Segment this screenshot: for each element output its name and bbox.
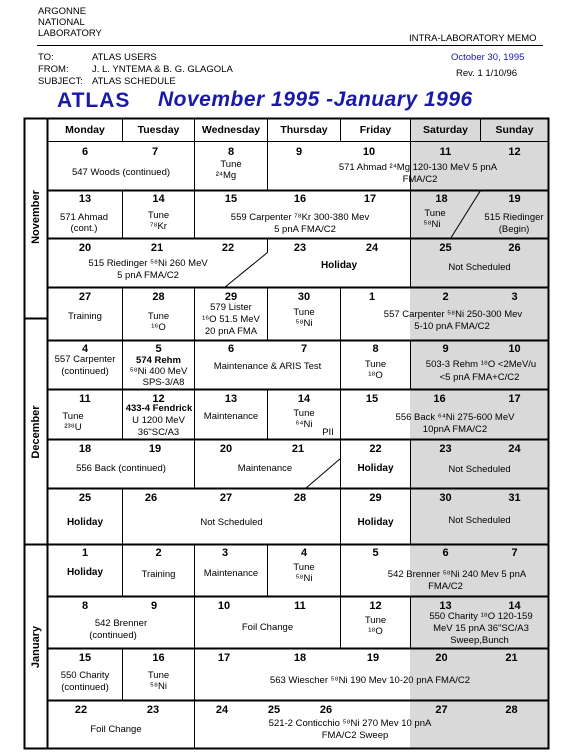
day-dec-17: 17: [508, 393, 521, 405]
day-nov-29: 29: [224, 291, 238, 303]
day-jan-21: 21: [505, 652, 518, 664]
subject-value: ATLAS SCHEDULE: [92, 76, 176, 87]
event-tune-ni58-jan16-a: Tune: [147, 670, 170, 681]
day-jan-27: 27: [435, 704, 448, 716]
event-maintenance-aris: Maintenance & ARIS Test: [213, 361, 322, 372]
event-tune-o16-b: ¹⁶O: [151, 322, 166, 333]
event-conticchio-b: FMA/C2 Sweep: [321, 730, 389, 741]
event-training-jan: Training: [141, 569, 176, 580]
day-dec-25: 25: [78, 492, 92, 504]
event-tune-o18-jan-b: ¹⁸O: [368, 626, 383, 637]
event-rehm-a: 574 Rehm: [136, 355, 181, 366]
day-dec-21: 21: [291, 443, 305, 455]
day-nov-16: 16: [293, 193, 307, 205]
event-not-scheduled-dec26: Not Scheduled: [200, 517, 263, 528]
event-rehm-503-a: 503-3 Rehm ¹⁸O <2MeV/u: [425, 359, 537, 370]
event-rehm-503-b: <5 pnA FMA+C/C2: [439, 372, 520, 383]
event-rehm-b: ⁵⁸Ni 400 MeV: [129, 366, 188, 377]
event-tune-ni58-jan16-b: ⁵⁸Ni: [150, 681, 167, 692]
day-nov-23: 23: [293, 242, 307, 254]
from-value: J. L. YNTEMA & B. G. GLAGOLA: [92, 64, 233, 75]
day-dec-9: 9: [442, 343, 449, 355]
event-foil-change-jan22: Foil Change: [90, 724, 142, 735]
event-holiday-thanksgiving: Holiday: [320, 260, 358, 271]
day-nov-11: 11: [439, 146, 452, 158]
event-tune-ni58-a: Tune: [293, 307, 315, 318]
day-jan-12: 12: [369, 600, 382, 612]
event-tune-o18-jan-a: Tune: [364, 615, 387, 626]
day-jan-19: 19: [366, 652, 380, 664]
day-nov-20: 20: [78, 242, 92, 254]
event-not-scheduled-dec30: Not Scheduled: [448, 515, 511, 526]
day-jan-6: 6: [442, 547, 449, 559]
event-tune-o18-a: Tune: [364, 359, 387, 370]
event-carpenter-cont-b: (continued): [61, 366, 109, 377]
weekday-wednesday: Wednesday: [201, 124, 261, 136]
day-dec-19: 19: [148, 443, 162, 455]
event-brenner-cont-b: (continued): [89, 630, 137, 641]
day-nov-8: 8: [227, 146, 235, 158]
event-maintenance-jan3: Maintenance: [203, 568, 259, 579]
weekday-saturday: Saturday: [423, 124, 468, 136]
event-back-b: 10pnA FMA/C2: [422, 424, 488, 435]
day-nov-27: 27: [78, 291, 92, 303]
event-carpenter-a: 559 Carpenter ⁷⁸Kr 300-380 Mev: [230, 212, 370, 223]
org-line-3: LABORATORY: [38, 28, 102, 39]
event-conticchio-a: 521-2 Conticchio ⁵⁸Ni 270 Mev 10 pnA: [268, 718, 432, 729]
day-jan-28: 28: [505, 704, 518, 716]
day-jan-2: 2: [155, 547, 162, 559]
day-nov-13: 13: [78, 193, 92, 205]
event-lister-a: 579 Lister: [210, 302, 252, 313]
day-dec-30: 30: [439, 492, 452, 504]
day-dec-5: 5: [155, 343, 162, 355]
event-carpenter-dec-b: 5-10 pnA FMA/C2: [414, 321, 490, 332]
event-brenner-b: FMA/C2: [428, 581, 463, 592]
day-jan-8: 8: [81, 600, 89, 612]
weekday-tuesday: Tuesday: [137, 124, 180, 136]
event-tune-ni-b: ⁵⁸Ni: [423, 219, 441, 230]
event-tune-u-b: ²³⁸U: [64, 422, 82, 433]
day-jan-20: 20: [435, 652, 448, 664]
day-dec-6: 6: [227, 343, 235, 355]
day-dec-16: 16: [433, 393, 446, 405]
month-november: November: [30, 190, 42, 244]
month-january: January: [30, 625, 42, 669]
day-nov-19: 19: [508, 193, 521, 205]
day-dec-22: 22: [369, 443, 382, 455]
event-back-a: 556 Back ⁶⁴Ni 275-600 MeV: [395, 412, 515, 423]
day-nov-12: 12: [508, 146, 521, 158]
memo-date: October 30, 1995: [451, 52, 525, 63]
day-jan-10: 10: [217, 600, 231, 612]
day-dec-24: 24: [508, 443, 521, 455]
event-tune-ni58-jan-a: Tune: [293, 562, 315, 573]
event-ahmad-cont-a: 571 Ahmad: [59, 212, 109, 223]
event-tune-mg-a: Tune: [220, 159, 242, 170]
event-fendrick-c: 36"SC/A3: [137, 427, 180, 438]
event-ahmad-cont-b: (cont.): [70, 223, 98, 234]
event-tune-ni64-b: ⁶⁴Ni: [295, 419, 313, 430]
day-jan-9: 9: [150, 600, 158, 612]
day-jan-14: 14: [508, 600, 521, 612]
event-maintenance-dec13: Maintenance: [203, 411, 259, 422]
day-dec-13: 13: [224, 393, 238, 405]
event-tune-kr-b: ⁷⁸Kr: [150, 221, 167, 232]
event-riedinger-begin-a: 515 Riedinger: [484, 212, 544, 223]
day-nov-14: 14: [152, 193, 165, 205]
day-nov-25: 25: [439, 242, 452, 254]
day-dec-14: 14: [297, 393, 311, 405]
event-tune-o16-a: Tune: [147, 311, 170, 322]
event-lister-b: ¹⁶O 51.5 MeV: [202, 314, 260, 325]
day-dec-4: 4: [81, 343, 89, 355]
event-tune-ni58-b: ⁵⁸Ni: [295, 318, 313, 329]
day-nov-21: 21: [150, 242, 164, 254]
event-foil-change-jan10: Foil Change: [241, 622, 294, 633]
day-nov-26: 26: [508, 242, 521, 254]
event-tune-ni58-jan-b: ⁵⁸Ni: [295, 573, 313, 584]
event-carpenter-b: 5 pnA FMA/C2: [274, 224, 336, 235]
day-nov-17: 17: [363, 193, 377, 205]
event-maintenance-dec20: Maintenance: [237, 463, 293, 474]
event-charity-cont-b: (continued): [61, 682, 109, 693]
event-lister-c: 20 pnA FMA: [204, 326, 258, 337]
day-jan-7: 7: [511, 547, 518, 559]
event-charity-c: Sweep,Bunch: [450, 635, 509, 646]
day-nov-9: 9: [295, 146, 303, 158]
day-nov-7: 7: [151, 146, 159, 158]
weekday-sunday: Sunday: [495, 124, 534, 136]
day-nov-28: 28: [152, 291, 165, 303]
event-riedinger-b: 5 pnA FMA/C2: [117, 270, 179, 281]
org-line-1: ARGONNE: [38, 6, 87, 17]
weekday-friday: Friday: [359, 124, 392, 136]
revision: Rev. 1 1/10/96: [456, 68, 518, 79]
to-label: TO:: [38, 52, 54, 63]
day-dec-29: 29: [369, 492, 382, 504]
title-atlas: ATLAS: [57, 89, 131, 112]
title-period: November 1995 -January 1996: [158, 88, 473, 111]
day-jan-23: 23: [146, 704, 160, 716]
day-nov-22: 22: [221, 242, 235, 254]
from-label: FROM:: [38, 64, 69, 75]
event-carpenter-cont-a: 557 Carpenter: [54, 354, 116, 365]
event-tune-u-a: Tune: [62, 411, 84, 422]
day-dec-2: 2: [442, 291, 449, 303]
day-jan-3: 3: [221, 547, 229, 559]
day-jan-1: 1: [81, 547, 89, 559]
day-jan-16: 16: [152, 652, 165, 664]
day-jan-13: 13: [439, 600, 452, 612]
weekday-monday: Monday: [65, 124, 105, 136]
event-charity-b: MeV 15 pnA 36"SC/A3: [433, 623, 529, 634]
org-line-2: NATIONAL: [38, 17, 85, 28]
day-dec-15: 15: [365, 393, 379, 405]
month-december: December: [30, 405, 42, 459]
event-tune-ni-a: Tune: [424, 208, 446, 219]
day-nov-24: 24: [365, 242, 379, 254]
event-holiday-dec22: Holiday: [357, 463, 394, 474]
event-holiday-dec29: Holiday: [357, 517, 394, 528]
day-dec-3: 3: [511, 291, 518, 303]
day-dec-23: 23: [439, 443, 452, 455]
subject-label: SUBJECT:: [38, 76, 83, 87]
day-dec-20: 20: [219, 443, 233, 455]
day-dec-28: 28: [293, 492, 307, 504]
day-jan-15: 15: [78, 652, 92, 664]
event-tune-kr-a: Tune: [147, 210, 170, 221]
day-jan-5: 5: [372, 547, 379, 559]
to-value: ATLAS USERS: [92, 52, 157, 63]
day-jan-18: 18: [293, 652, 307, 664]
day-jan-11: 11: [294, 600, 306, 612]
day-nov-15: 15: [224, 193, 238, 205]
event-rehm-c: SPS-3/A8: [142, 377, 185, 388]
event-brenner-a: 542 Brenner ⁵⁸Ni 240 Mev 5 pnA: [387, 569, 527, 580]
day-jan-4: 4: [300, 547, 308, 559]
day-dec-12: 12: [152, 393, 165, 405]
day-jan-24: 24: [215, 704, 229, 716]
event-woods: 547 Woods (continued): [71, 167, 171, 178]
event-fendrick-b: U 1200 MeV: [132, 415, 185, 426]
event-brenner-cont-a: 542 Brenner: [94, 618, 148, 629]
day-dec-31: 31: [508, 492, 521, 504]
day-nov-6: 6: [81, 146, 89, 158]
event-tune-ni64-a: Tune: [293, 408, 315, 419]
event-charity-a: 550 Charity ¹⁸O 120-159: [429, 611, 533, 622]
event-holiday-dec25: Holiday: [66, 517, 104, 528]
event-tune-o18-b: ¹⁸O: [368, 370, 383, 381]
event-holiday-jan1: Holiday: [66, 567, 104, 578]
day-dec-11: 11: [79, 393, 91, 405]
day-dec-18: 18: [78, 443, 92, 455]
event-ahmad-b: FMA/C2: [402, 174, 438, 185]
weekday-thursday: Thursday: [280, 124, 328, 136]
event-training-nov: Training: [68, 311, 102, 322]
day-jan-17: 17: [217, 652, 231, 664]
day-jan-25: 25: [267, 704, 281, 716]
day-nov-10: 10: [362, 146, 376, 158]
memo-type: INTRA-LABORATORY MEMO: [409, 33, 537, 44]
event-carpenter-dec-a: 557 Carpenter ⁵⁸Ni 250-300 Mev: [383, 309, 523, 320]
event-tune-mg-b: ²⁴Mg: [215, 170, 237, 181]
event-not-scheduled-nov: Not Scheduled: [448, 262, 511, 273]
event-ahmad-a: 571 Ahmad ²⁴Mg 120-130 MeV 5 pnA: [338, 162, 498, 173]
event-fendrick-a: 433-4 Fendrick: [125, 403, 193, 414]
day-dec-8: 8: [372, 343, 379, 355]
event-pii: PII: [322, 427, 334, 438]
day-dec-26: 26: [144, 492, 158, 504]
day-jan-26: 26: [319, 704, 333, 716]
event-not-scheduled-dec23: Not Scheduled: [448, 464, 511, 475]
day-jan-22: 22: [74, 704, 88, 716]
day-dec-27: 27: [219, 492, 233, 504]
day-dec-10: 10: [508, 343, 521, 355]
event-charity-cont-a: 550 Charity: [60, 670, 110, 681]
day-dec-1: 1: [368, 291, 376, 303]
event-riedinger-a: 515 Riedinger ⁵⁸Ni 260 MeV: [88, 258, 208, 269]
day-dec-7: 7: [300, 343, 308, 355]
event-riedinger-begin-b: (Begin): [498, 224, 530, 235]
day-nov-18: 18: [435, 193, 448, 205]
event-wiescher: 563 Wiescher ⁵⁸Ni 190 Mev 10-20 pnA FMA/C2: [269, 675, 471, 686]
day-nov-30: 30: [297, 291, 311, 303]
event-back-cont: 556 Back (continued): [76, 463, 166, 474]
